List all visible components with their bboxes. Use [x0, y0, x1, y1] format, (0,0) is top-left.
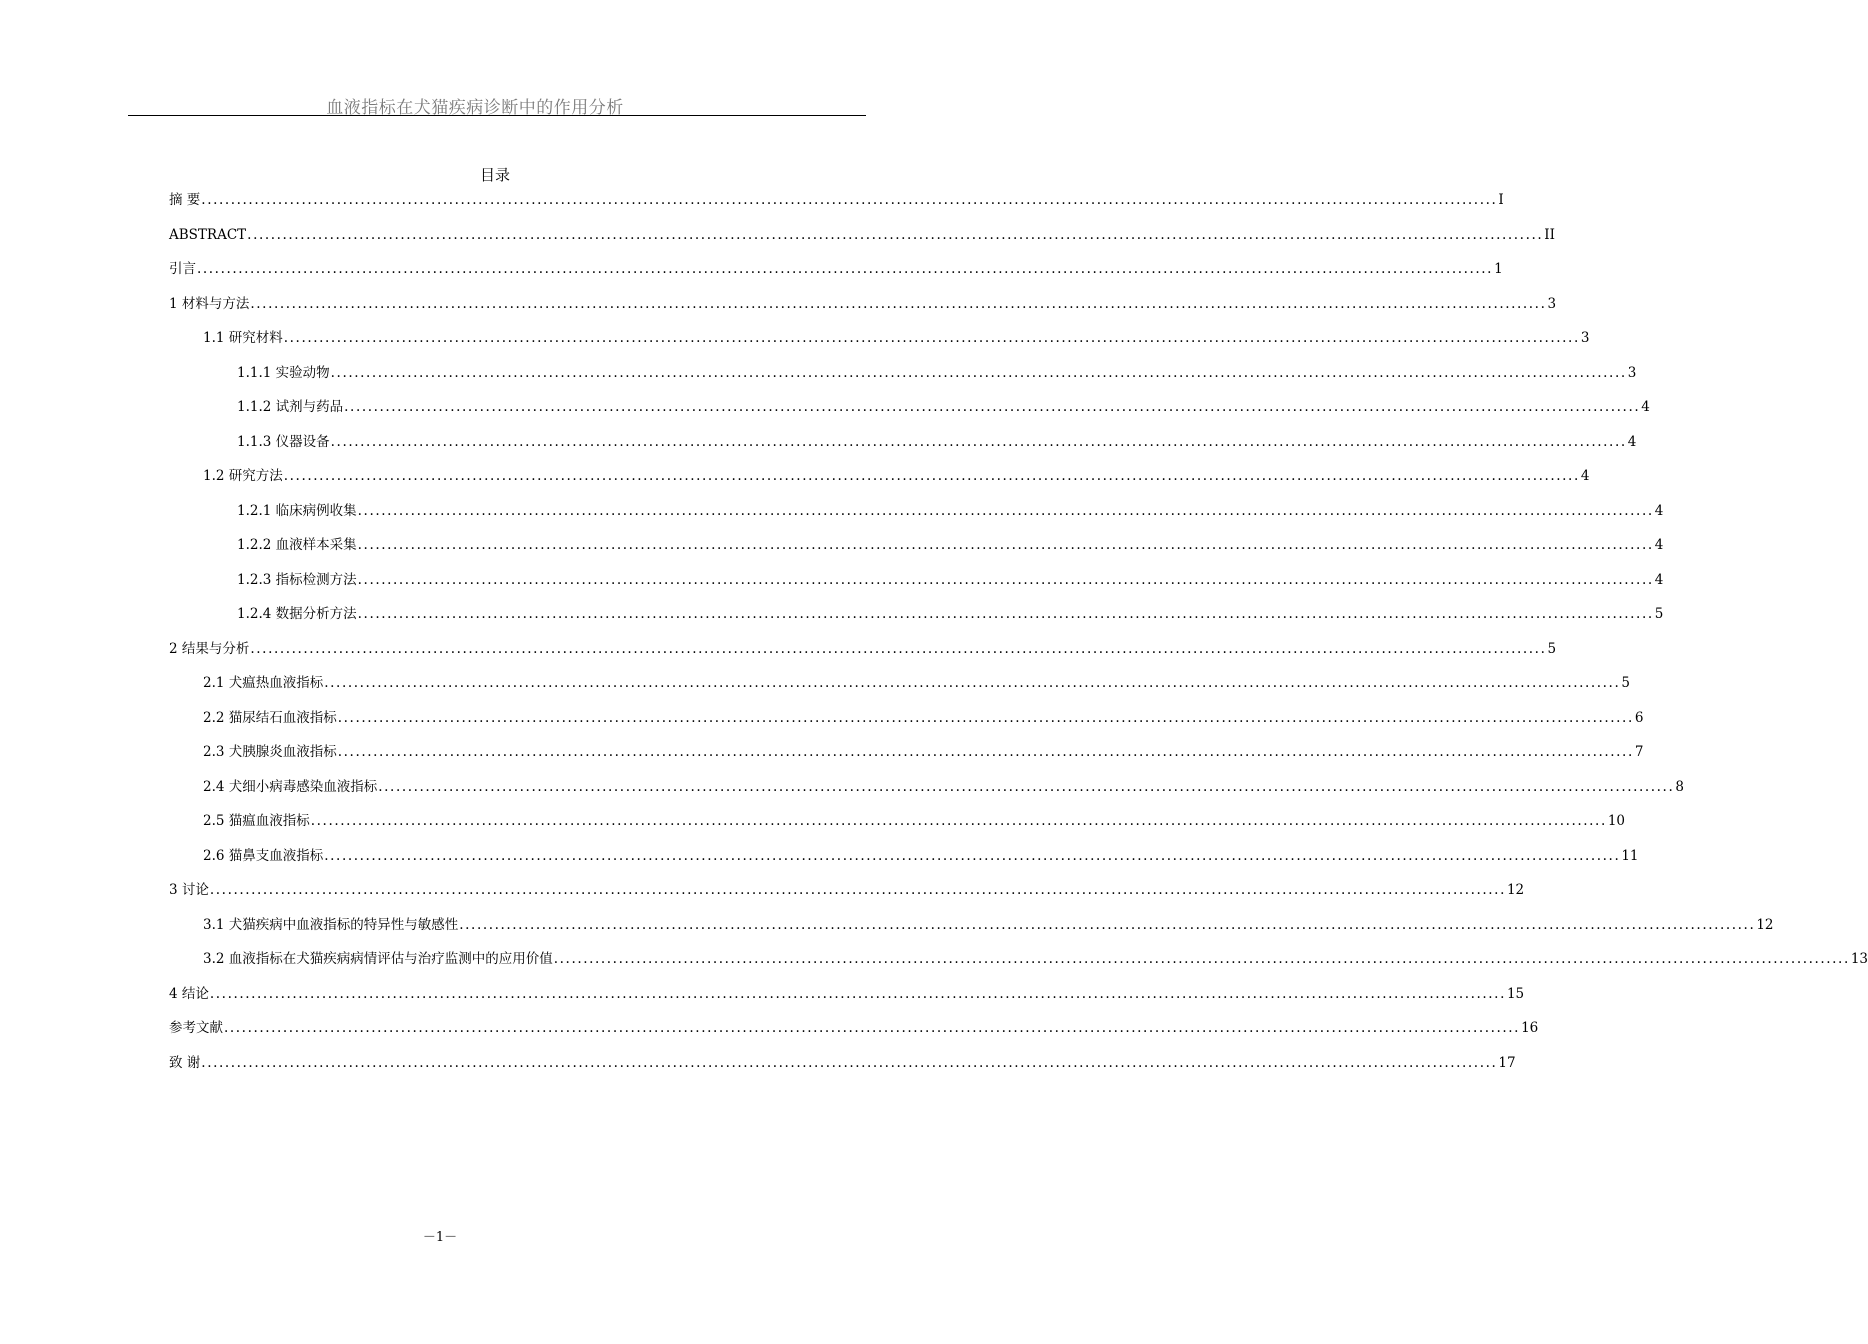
toc-entry-page: 4	[1654, 537, 1664, 553]
toc-entry-label: 1 材料与方法	[169, 295, 250, 312]
dot-leader: ............................................................................................................................................................................................................................	[283, 468, 1580, 484]
toc-entry-label: 致 谢	[169, 1054, 201, 1071]
toc-entry-page: 7	[1634, 744, 1644, 760]
toc-entry-label: 2 结果与分析	[169, 640, 250, 657]
toc-entry-page: 4	[1641, 399, 1650, 415]
toc-entry-page: 12	[1756, 916, 1774, 933]
toc-entry-page: II	[1544, 226, 1555, 243]
dot-leader: ............................................................................................................................................................................................................................	[330, 364, 1627, 381]
toc-entry-label: 2.6 猫鼻支血液指标	[203, 847, 324, 864]
toc-entry[interactable]	[169, 1050, 1516, 1085]
toc-entry-label: ABSTRACT	[169, 226, 247, 243]
toc-entry-label: 2.4 犬细小病毒感染血液指标	[203, 778, 378, 795]
toc-entry-label: 1.1.2 试剂与药品	[237, 399, 344, 415]
toc-entry-label: 2.2 猫尿结石血液指标	[203, 709, 337, 726]
toc-entry[interactable]	[169, 946, 1868, 981]
dot-leader: ............................................................................................................................................................................................................................	[250, 640, 1547, 657]
dot-leader: ............................................................................................................................................................................................................................	[283, 330, 1580, 346]
dot-leader: ............................................................................................................................................................................................................................	[197, 261, 1494, 277]
toc-entry-page: 5	[1654, 606, 1664, 622]
toc-entry[interactable]	[169, 567, 1664, 602]
toc-entry[interactable]	[169, 739, 1644, 774]
dot-leader: ............................................................................................................................................................................................................................	[224, 1020, 1521, 1036]
toc-entry[interactable]	[169, 601, 1664, 636]
dot-leader: ............................................................................................................................................................................................................................	[378, 778, 1675, 795]
toc-entry-label: 1.1.3 仪器设备	[237, 433, 330, 450]
toc-entry-label: 1.2.2 血液样本采集	[237, 537, 357, 553]
toc-entry-page: 16	[1521, 1020, 1539, 1036]
dot-leader: ............................................................................................................................................................................................................................	[250, 295, 1547, 312]
toc-entry-label: 2.1 犬瘟热血液指标	[203, 675, 324, 691]
toc-entry[interactable]	[169, 360, 1637, 395]
toc-entry-page: 10	[1607, 813, 1626, 829]
running-header: 血液指标在犬猫疾病诊断中的作用分析	[326, 98, 624, 118]
toc-entry[interactable]	[169, 981, 1525, 1016]
dot-leader: ............................................................................................................................................................................................................................	[330, 433, 1627, 450]
toc-entry-label: 引言	[169, 261, 196, 277]
toc-entry-page: 12	[1506, 882, 1525, 898]
toc-entry-page: 8	[1675, 778, 1684, 795]
toc-entry-page: 3	[1580, 330, 1590, 346]
toc-entry[interactable]	[169, 843, 1639, 878]
dot-leader: ............................................................................................................................................................................................................................	[209, 882, 1506, 898]
toc-entry-label: 1.2.3 指标检测方法	[237, 571, 357, 588]
toc-entry-page: 4	[1627, 433, 1637, 450]
toc-entry-page: 1	[1494, 261, 1503, 277]
toc-entry-label: 1.2.4 数据分析方法	[237, 606, 357, 622]
toc-entry-label: 3.1 犬猫疾病中血液指标的特异性与敏感性	[203, 916, 459, 933]
table-of-contents	[169, 187, 1868, 1084]
toc-entry-label: 2.3 犬胰腺炎血液指标	[203, 744, 337, 760]
toc-entry[interactable]	[169, 429, 1637, 464]
dot-leader: ............................................................................................................................................................................................................................	[357, 606, 1654, 622]
toc-entry-page: 5	[1547, 640, 1557, 657]
dot-leader: ............................................................................................................................................................................................................................	[324, 675, 1621, 691]
toc-entry-label: 4 结论	[169, 985, 209, 1002]
toc-entry[interactable]	[169, 774, 1684, 809]
toc-entry-label: 2.5 猫瘟血液指标	[203, 813, 310, 829]
dot-leader: ............................................................................................................................................................................................................................	[201, 1054, 1498, 1071]
toc-entry[interactable]	[169, 912, 1774, 947]
toc-entry[interactable]	[169, 256, 1503, 291]
dot-leader: ............................................................................................................................................................................................................................	[247, 226, 1544, 243]
toc-entry[interactable]	[169, 325, 1590, 360]
toc-entry[interactable]	[169, 808, 1626, 843]
toc-entry-page: 6	[1634, 709, 1644, 726]
toc-entry[interactable]	[169, 187, 1504, 222]
toc-entry-page: 17	[1498, 1054, 1516, 1071]
toc-entry[interactable]	[169, 636, 1557, 671]
toc-entry-page: 15	[1506, 985, 1525, 1002]
dot-leader: ............................................................................................................................................................................................................................	[209, 985, 1506, 1002]
toc-entry-label: 参考文献	[169, 1020, 223, 1036]
toc-entry-label: 3.2 血液指标在犬猫疾病病情评估与治疗监测中的应用价值	[203, 951, 553, 967]
dot-leader: ............................................................................................................................................................................................................................	[337, 744, 1634, 760]
toc-entry-page: I	[1498, 192, 1504, 208]
toc-entry[interactable]	[169, 670, 1630, 705]
toc-entry[interactable]	[169, 394, 1650, 429]
toc-entry[interactable]	[169, 498, 1664, 533]
toc-title: 目录	[479, 166, 510, 184]
dot-leader: ............................................................................................................................................................................................................................	[357, 571, 1654, 588]
dot-leader: ............................................................................................................................................................................................................................	[324, 847, 1621, 864]
toc-entry[interactable]	[169, 1015, 1539, 1050]
toc-entry-page: 3	[1627, 364, 1637, 381]
page-number: －1－	[422, 1230, 458, 1245]
toc-entry-page: 13	[1850, 951, 1868, 967]
dot-leader: ............................................................................................................................................................................................................................	[459, 916, 1756, 933]
toc-entry[interactable]	[169, 291, 1557, 326]
toc-entry-page: 3	[1547, 295, 1557, 312]
dot-leader: ............................................................................................................................................................................................................................	[553, 951, 1850, 967]
dot-leader: ............................................................................................................................................................................................................................	[337, 709, 1634, 726]
toc-entry-label: 1.1 研究材料	[203, 330, 283, 346]
toc-entry-label: 1.1.1 实验动物	[237, 364, 330, 381]
dot-leader: ............................................................................................................................................................................................................................	[344, 399, 1641, 415]
toc-entry-label: 1.2 研究方法	[203, 468, 283, 484]
toc-entry[interactable]	[169, 463, 1590, 498]
toc-entry-page: 5	[1621, 675, 1630, 691]
toc-entry[interactable]	[169, 222, 1555, 257]
toc-entry-label: 1.2.1 临床病例收集	[237, 502, 357, 519]
toc-entry-page: 11	[1621, 847, 1639, 864]
toc-entry-page: 4	[1580, 468, 1590, 484]
toc-entry[interactable]	[169, 705, 1644, 740]
dot-leader: ............................................................................................................................................................................................................................	[357, 502, 1654, 519]
toc-entry-label: 3 讨论	[169, 882, 209, 898]
toc-entry-page: 4	[1654, 571, 1664, 588]
toc-entry-page: 4	[1654, 502, 1664, 519]
toc-entry-label: 摘 要	[169, 192, 201, 208]
dot-leader: ............................................................................................................................................................................................................................	[201, 192, 1498, 208]
header-rule	[128, 115, 866, 116]
toc-entry[interactable]	[169, 877, 1525, 912]
toc-entry[interactable]	[169, 532, 1664, 567]
dot-leader: ............................................................................................................................................................................................................................	[357, 537, 1654, 553]
dot-leader: ............................................................................................................................................................................................................................	[310, 813, 1607, 829]
